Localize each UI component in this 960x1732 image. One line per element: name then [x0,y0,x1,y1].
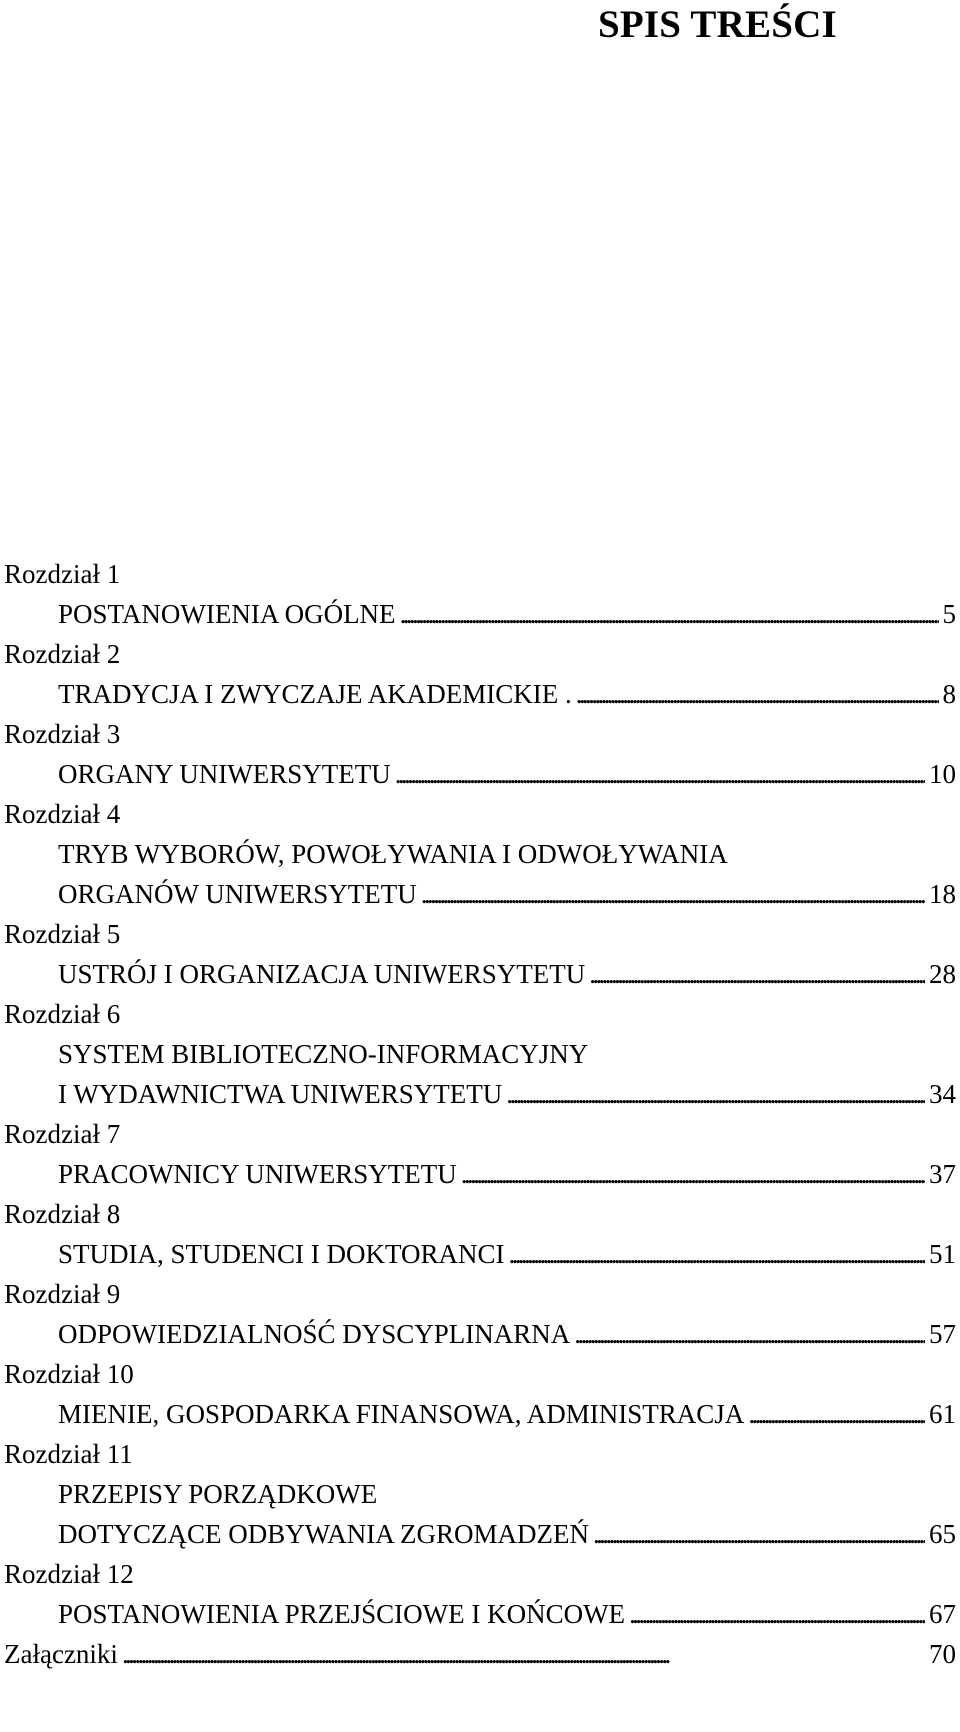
chapter-title-row [4,1394,956,1434]
toc-entry [4,1434,956,1554]
toc-entry [4,1114,956,1194]
chapter-title-row [4,954,956,994]
toc-entry [4,714,956,794]
dot-leader [461,1154,925,1194]
page-number: 28 [929,959,956,989]
chapter-label: Rozdział 9 [4,1279,121,1309]
chapter-title: MIENIE, GOSPODARKA FINANSOWA, ADMINISTRACJA [58,1399,745,1429]
chapter-label: Rozdział 12 [4,1559,134,1589]
chapter-title: USTRÓJ I ORGANIZACJA UNIWERSYTETU [58,959,586,989]
chapter-title-row [4,594,956,634]
chapter-label: Rozdział 1 [4,559,121,589]
page-number: 57 [929,1319,956,1349]
chapter-label: Rozdział 7 [4,1119,121,1149]
dot-leader [593,1514,925,1554]
toc-entry [4,1274,956,1354]
chapter-title: PRACOWNICY UNIWERSYTETU [58,1159,457,1189]
toc-entry [4,1354,956,1434]
chapter-title-row [4,1514,956,1554]
chapter-title-row [4,874,956,914]
chapter-label: Rozdział 4 [4,799,121,829]
page-number: 10 [929,759,956,789]
chapter-title: ODPOWIEDZIALNOŚĆ DYSCYPLINARNA [58,1319,571,1349]
chapter-title-line: PRZEPISY PORZĄDKOWE [58,1479,378,1509]
chapter-title: STUDIA, STUDENCI I DOKTORANCI [58,1239,505,1269]
page-title: SPIS TREŚCI [598,3,837,46]
chapter-title-line: SYSTEM BIBLIOTECZNO-INFORMACYJNY [58,1039,589,1069]
page-number: 61 [929,1399,956,1429]
chapter-title-row [4,1314,956,1354]
appendix-label: Załączniki [4,1639,118,1669]
chapter-label: Rozdział 3 [4,719,121,749]
toc-entry [4,1554,956,1634]
page-number: 8 [942,679,956,709]
dot-leader [589,954,925,994]
dot-leader [421,874,925,914]
chapter-label: Rozdział 6 [4,999,121,1029]
page-number: 37 [929,1159,956,1189]
dot-leader [506,1074,925,1114]
chapter-label: Rozdział 5 [4,919,121,949]
toc-entry [4,554,956,634]
dot-leader [576,674,939,714]
chapter-title: POSTANOWIENIA PRZEJŚCIOWE I KOŃCOWE [58,1599,626,1629]
dot-leader [509,1234,926,1274]
page-number: 51 [929,1239,956,1269]
chapter-title: TRADYCJA I ZWYCZAJE AKADEMICKIE . [58,679,572,709]
chapter-label: Rozdział 8 [4,1199,121,1229]
chapter-title: I WYDAWNICTWA UNIWERSYTETU [58,1079,503,1109]
dot-leader [122,1634,925,1674]
chapter-title-row [4,1594,956,1634]
chapter-label: Rozdział 11 [4,1439,133,1469]
chapter-label: Rozdział 2 [4,639,121,669]
chapter-title: ORGANÓW UNIWERSYTETU [58,879,417,909]
chapter-title-line: TRYB WYBORÓW, POWOŁYWANIA I ODWOŁYWANIA [58,839,728,869]
page-number: 65 [929,1519,956,1549]
dot-leader [748,1394,925,1434]
chapter-title-row [4,1234,956,1274]
page-number: 18 [929,879,956,909]
toc-entry [4,794,956,914]
page-number: 34 [929,1079,956,1109]
chapter-title-row [4,1154,956,1194]
toc-entry [4,1194,956,1274]
chapter-title: POSTANOWIENIA OGÓLNE [58,599,396,629]
dot-leader [400,594,939,634]
toc-entry [4,634,956,714]
table-of-contents [4,554,956,1674]
chapter-title-row [4,674,956,714]
chapter-title-row [4,1074,956,1114]
chapter-title: DOTYCZĄCE ODBYWANIA ZGROMADZEŃ [58,1519,589,1549]
chapter-label: Rozdział 10 [4,1359,134,1389]
appendix-row [4,1634,956,1674]
chapter-title: ORGANY UNIWERSYTETU [58,759,391,789]
dot-leader [629,1594,925,1634]
dot-leader [574,1314,925,1354]
page-number: 67 [929,1599,956,1629]
page-number: 5 [942,599,956,629]
toc-entry [4,914,956,994]
chapter-title-row [4,754,956,794]
dot-leader [395,754,925,794]
toc-entry [4,994,956,1114]
page-number: 70 [929,1639,956,1669]
